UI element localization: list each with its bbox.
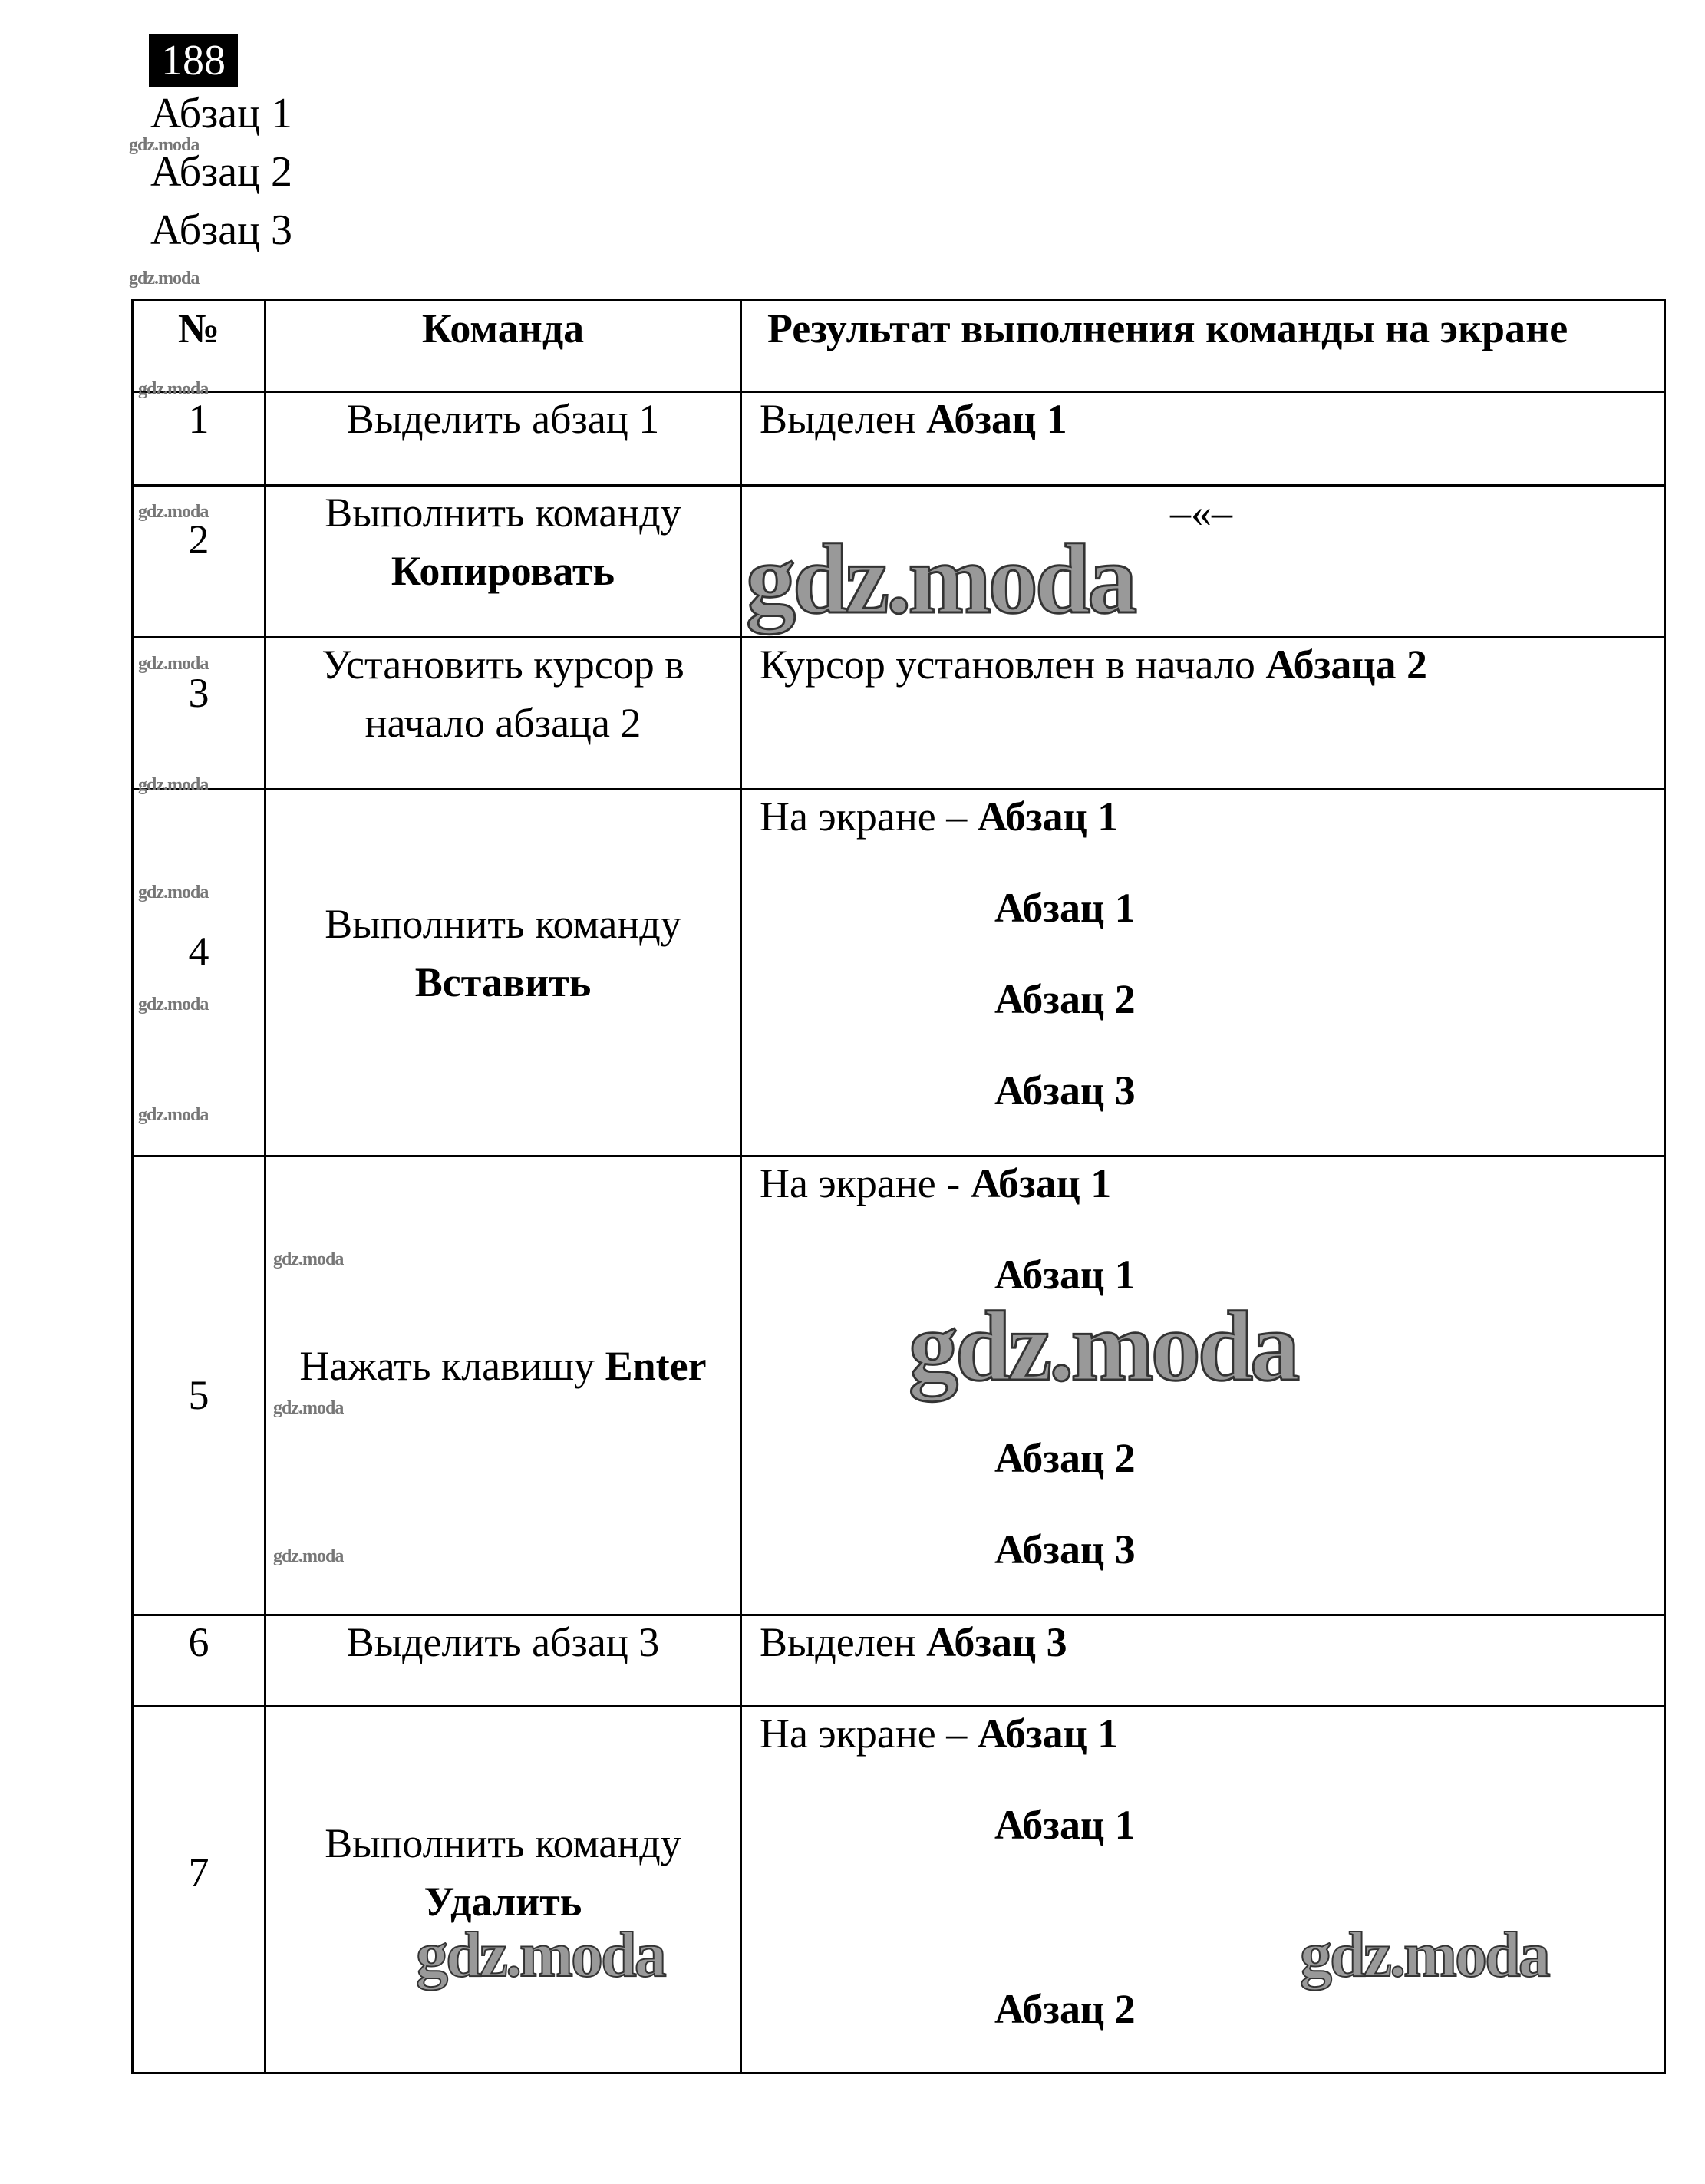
- paragraph-2: Абзац 2: [150, 148, 293, 196]
- task-number: 188: [149, 34, 238, 87]
- result-bold: Абзаца 2: [1265, 642, 1427, 688]
- result-bold: Абзац 1: [977, 793, 1119, 840]
- row-number: 7: [188, 1849, 209, 1895]
- table-line: [740, 299, 742, 2073]
- watermark-logo: gdz.moda: [138, 379, 209, 399]
- table-line: [131, 2072, 1666, 2074]
- result-line: Абзац 1: [994, 1252, 1136, 1298]
- result-text: На экране –: [760, 1711, 978, 1757]
- row-command: Выполнить команду: [325, 901, 681, 947]
- watermark-logo: gdz.moda: [138, 502, 209, 522]
- row-number: 3: [188, 670, 209, 716]
- result-line: Абзац 2: [994, 1986, 1136, 2032]
- result-line: Абзац 3: [994, 1526, 1136, 1572]
- row-number: 2: [188, 516, 209, 562]
- row-command-bold: Удалить: [424, 1879, 582, 1925]
- result-text: Выделен: [760, 396, 927, 442]
- watermark-logo: gdz.moda: [273, 1398, 344, 1418]
- result-line: Абзац 2: [994, 976, 1136, 1022]
- row-result: [760, 635, 1427, 694]
- watermark-logo: gdz.moda: [138, 775, 209, 795]
- row-command: [266, 1337, 740, 1395]
- paragraph-1: Абзац 1: [150, 90, 293, 137]
- row-number: 6: [188, 1619, 209, 1665]
- row-result: [760, 1704, 1118, 1763]
- ditto-mark: –«–: [1170, 490, 1232, 536]
- watermark-logo: gdz.moda: [129, 135, 200, 155]
- watermark-logo: gdz.moda: [273, 1249, 344, 1269]
- row-result: [760, 1154, 1111, 1212]
- row-number: 5: [188, 1372, 209, 1418]
- header-command: Команда: [421, 305, 585, 351]
- row-number: 4: [188, 929, 209, 975]
- watermark-logo: gdz.moda: [138, 654, 209, 674]
- result-line: Абзац 1: [994, 1802, 1136, 1848]
- header-result: Результат выполнения команды на экране: [767, 305, 1568, 351]
- watermark-logo: gdz.moda: [273, 1546, 344, 1566]
- row-result: [760, 390, 1067, 448]
- watermark-logo: gdz.moda: [1300, 1919, 1548, 1991]
- row-command-line2: начало абзаца 2: [364, 700, 641, 746]
- watermark-logo: gdz.moda: [909, 1292, 1298, 1402]
- result-line: Абзац 2: [994, 1435, 1136, 1481]
- watermark-logo: gdz.moda: [416, 1919, 665, 1991]
- result-text: На экране –: [760, 793, 978, 840]
- result-line: Абзац 3: [994, 1067, 1136, 1113]
- result-text: На экране -: [760, 1160, 971, 1206]
- result-text: Выделен: [760, 1619, 927, 1665]
- row-command: Выделить абзац 1: [346, 396, 660, 442]
- row-command-bold: Копировать: [391, 548, 615, 594]
- watermark-logo: gdz.moda: [138, 1105, 209, 1125]
- row-command: Выполнить команду: [325, 1820, 681, 1866]
- watermark-logo: gdz.moda: [138, 883, 209, 902]
- watermark-logo: gdz.moda: [746, 524, 1135, 635]
- result-line: Абзац 1: [994, 885, 1136, 931]
- command-bold: Enter: [605, 1343, 707, 1389]
- row-command: Выделить абзац 3: [346, 1619, 660, 1665]
- table-line: [1664, 299, 1666, 2073]
- row-result: [760, 1613, 1067, 1671]
- row-command: Установить курсор в: [322, 642, 684, 688]
- row-command-bold: Вставить: [414, 959, 592, 1005]
- result-text: Курсор установлен в начало: [760, 642, 1266, 688]
- header-number: №: [177, 305, 220, 351]
- watermark-logo: gdz.moda: [129, 269, 200, 289]
- watermark-logo: gdz.moda: [138, 995, 209, 1014]
- row-result: [760, 787, 1118, 846]
- command-text: Нажать клавишу: [299, 1343, 605, 1389]
- result-bold: Абзац 1: [926, 396, 1067, 442]
- result-bold: Абзац 3: [926, 1619, 1067, 1665]
- result-bold: Абзац 1: [977, 1711, 1119, 1757]
- paragraph-3: Абзац 3: [150, 206, 293, 254]
- result-bold: Абзац 1: [970, 1160, 1112, 1206]
- row-command: Выполнить команду: [325, 490, 681, 536]
- row-number: 1: [188, 396, 209, 442]
